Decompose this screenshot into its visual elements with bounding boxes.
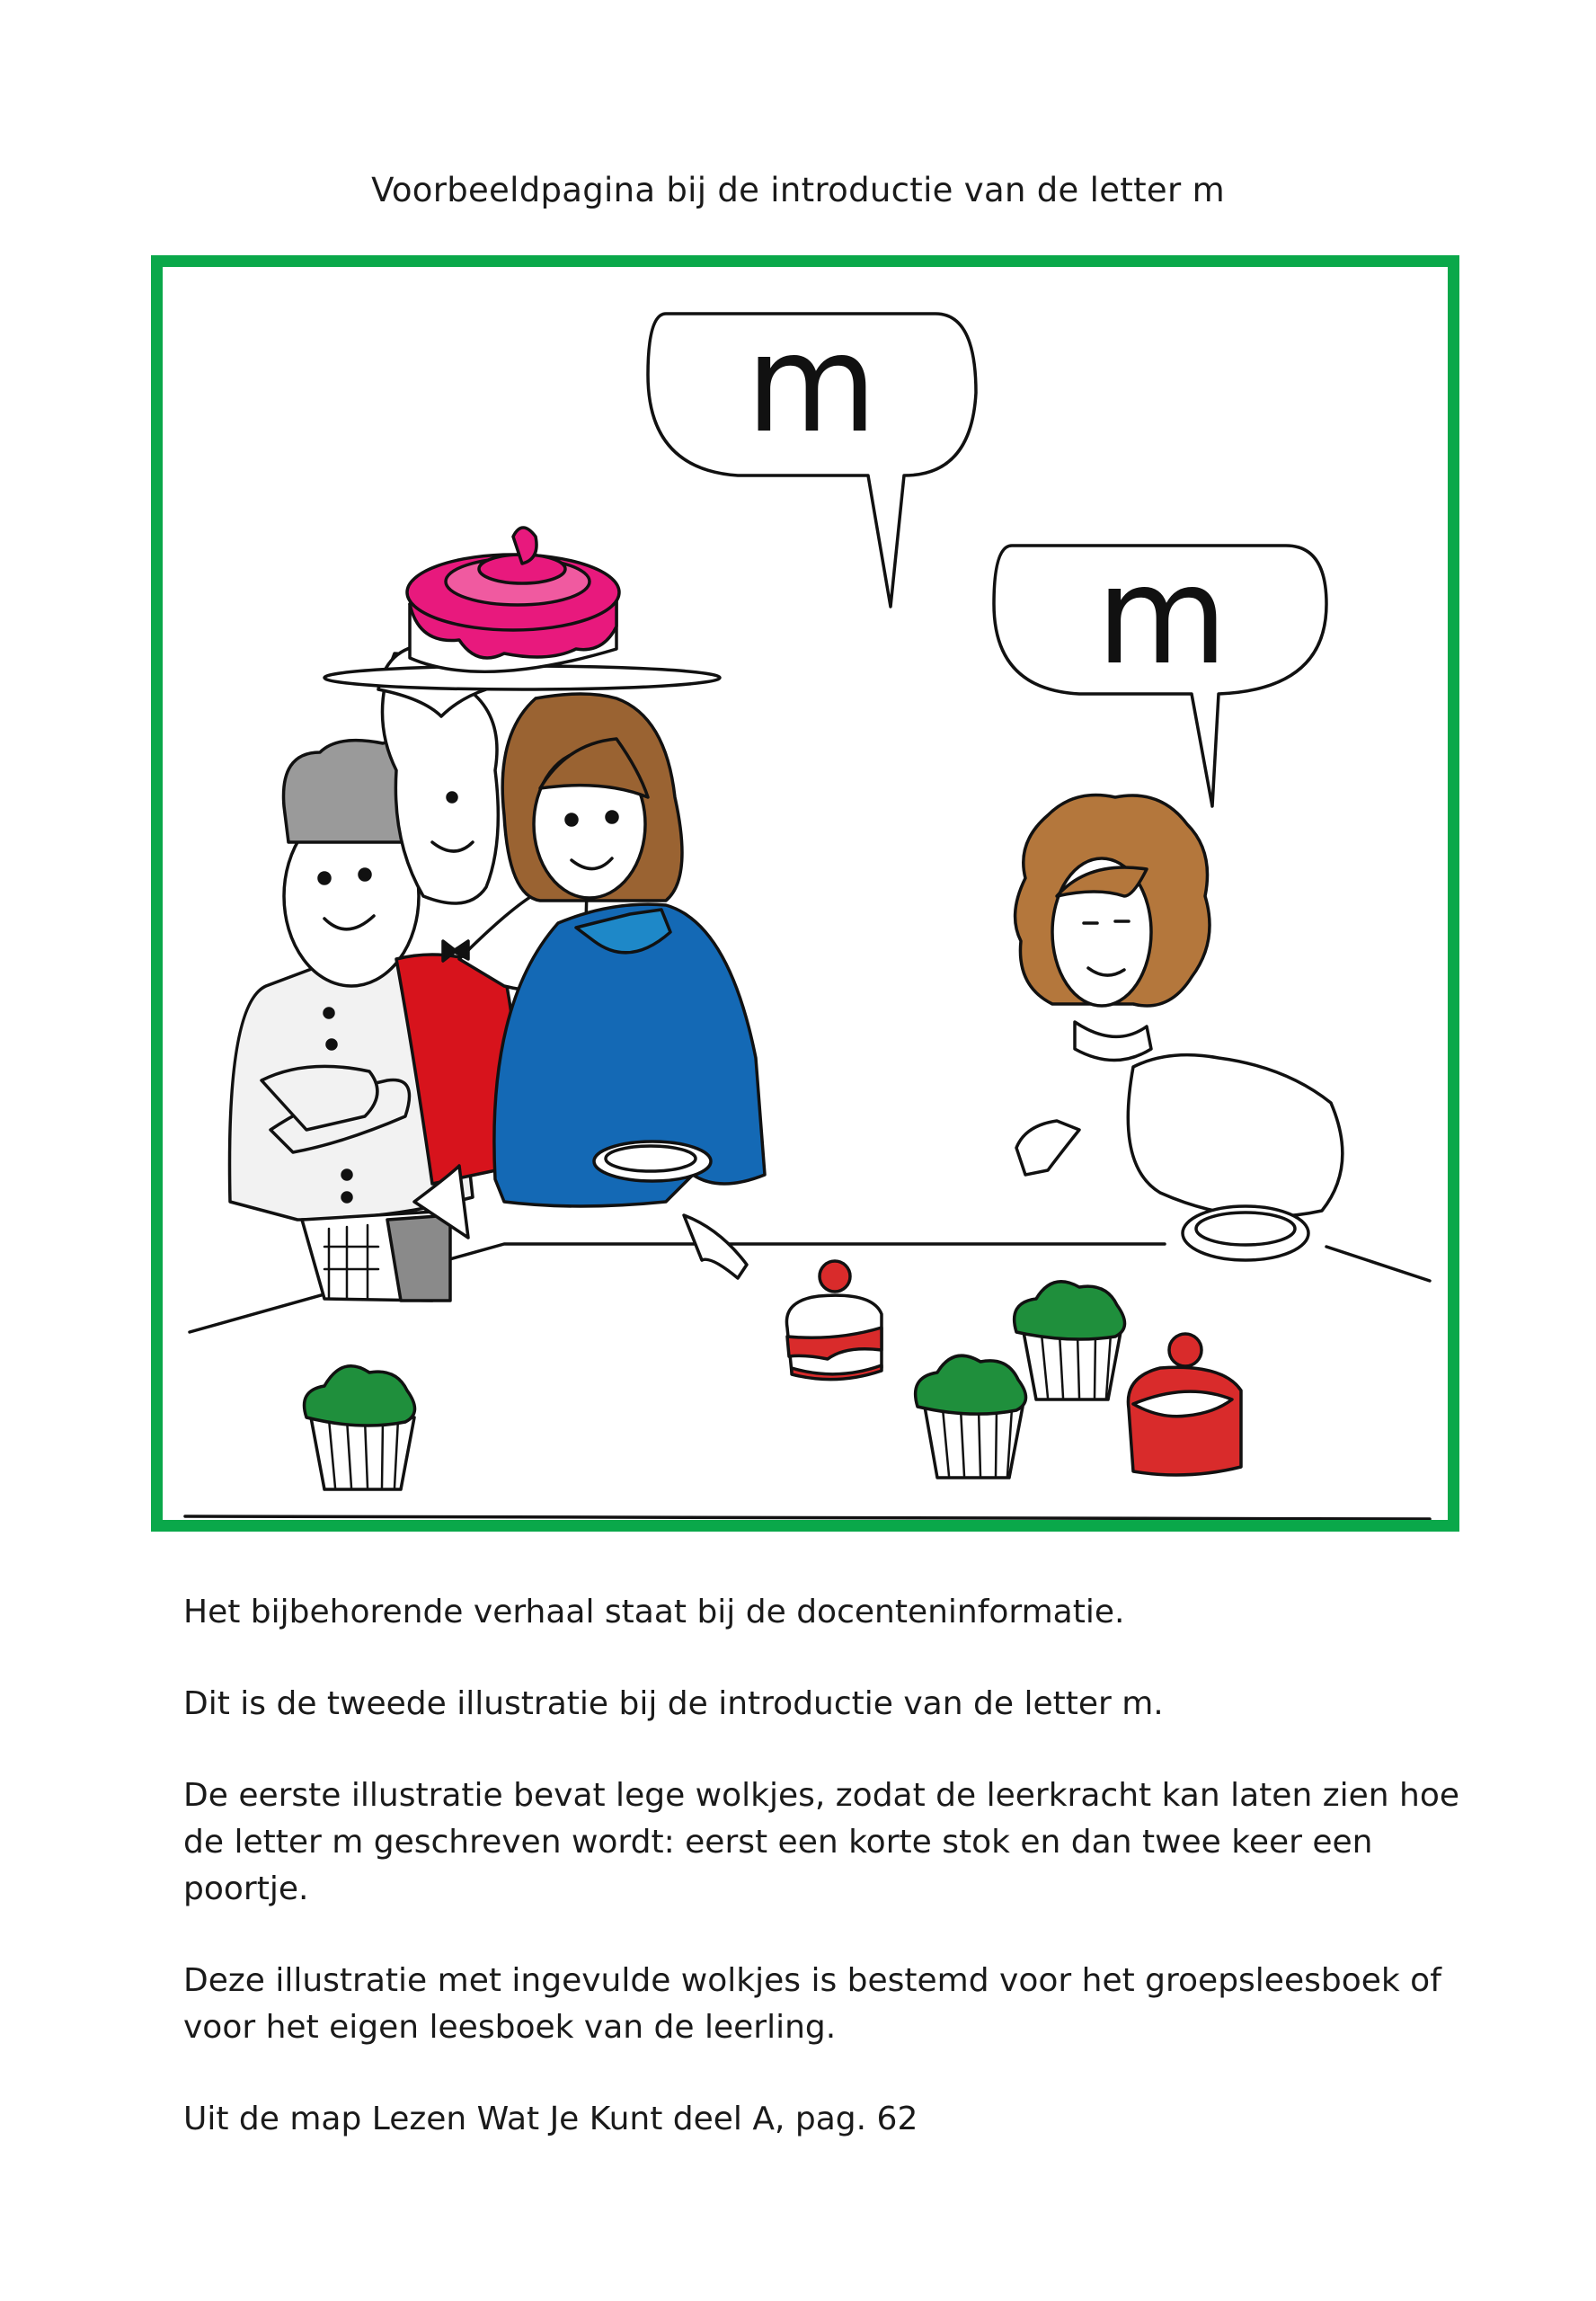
cupcake-right (1015, 1282, 1125, 1399)
bubble-left-letter: m (745, 307, 878, 463)
cupcake-left (305, 1366, 415, 1489)
cake-on-tray (324, 528, 720, 689)
page-title: Voorbeeldpagina bij de introductie van de letter m (371, 171, 1225, 209)
paragraph-story: Het bijbehorende verhaal staat bij de docenteninformatie. (183, 1594, 1125, 1630)
paragraph-purpose: Deze illustratie met ingevulde wolkjes is bestemd voor het groepsleesboek of voor het eigen leesboek van de leerling. (183, 1962, 1441, 2046)
paragraph-source: Uit de map Lezen Wat Je Kunt deel A, pag. 62 (183, 2101, 918, 2137)
illustration-frame (151, 255, 1459, 1532)
speech-bubble-left (648, 307, 976, 607)
paragraph-second-illustration: Dit is de tweede illustratie bij de introductie van de letter m. (183, 1685, 1164, 1722)
petit-four-left (786, 1261, 882, 1380)
woman-curly-figure (1015, 795, 1343, 1261)
petit-four-right (1128, 1334, 1241, 1475)
bubble-right-letter: m (1095, 538, 1228, 695)
paragraph-first-illustration: De eerste illustratie bevat lege wolkjes, zodat de leerkracht kan laten zien hoe de letter m geschreven wordt: eerst een korte stok en dan twee keer een poortje. (183, 1777, 1459, 1907)
speech-bubble-right (994, 538, 1326, 806)
body-text (183, 1589, 1459, 2188)
illustration (163, 267, 1448, 1520)
cupcake-center (916, 1355, 1026, 1478)
woman-blue-figure (494, 694, 765, 1278)
